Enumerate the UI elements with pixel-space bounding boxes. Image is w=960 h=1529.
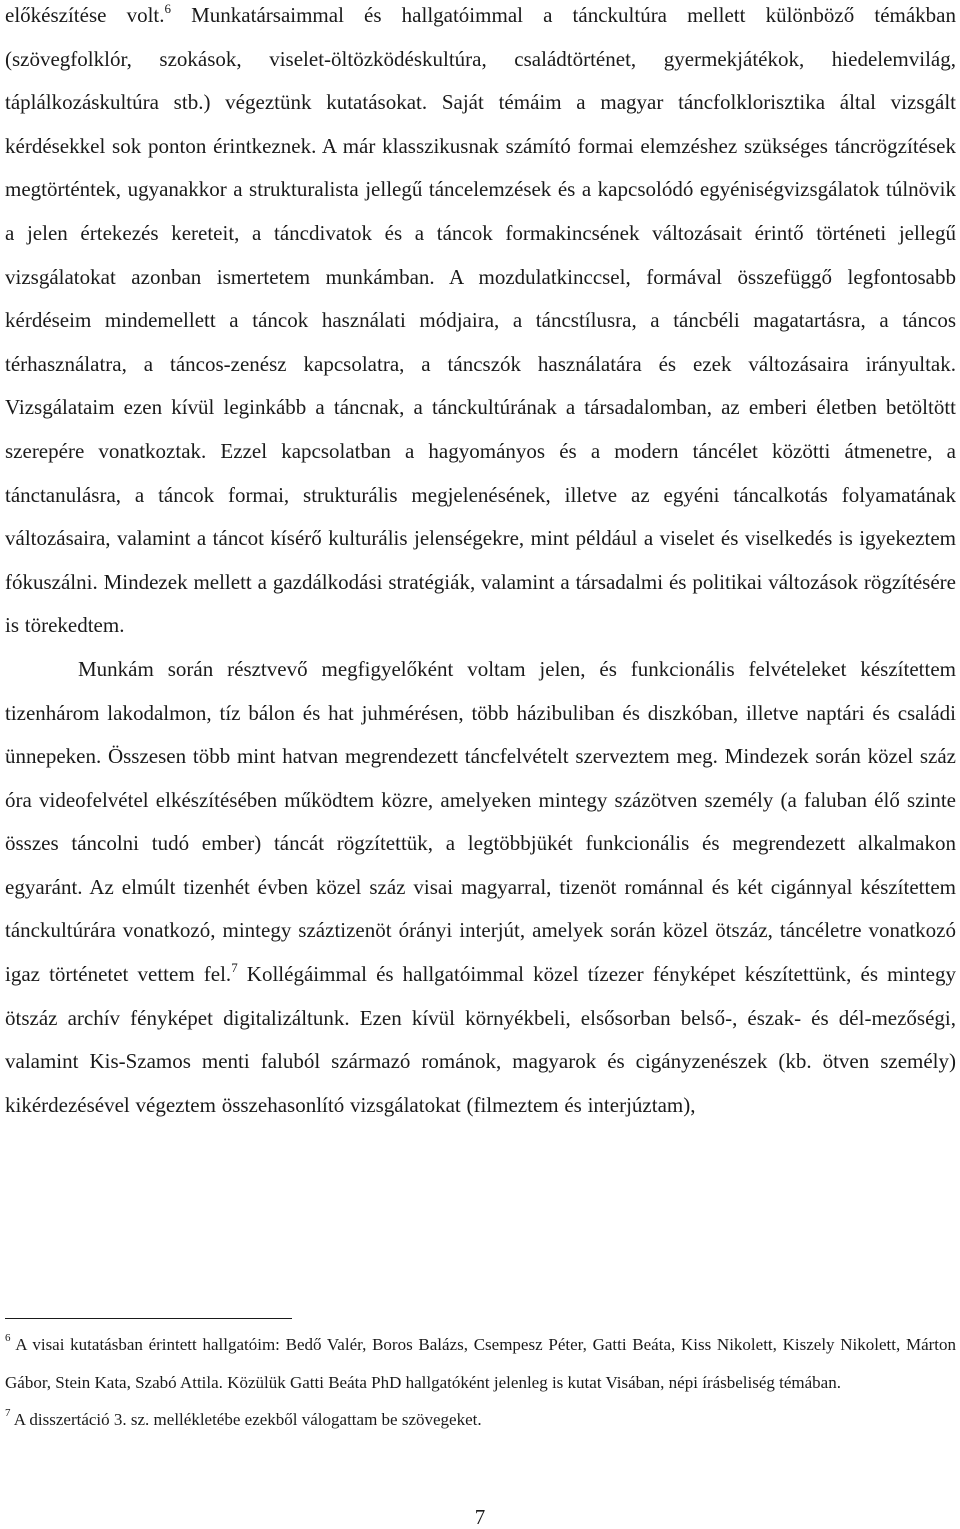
footnote-7 xyxy=(5,1401,956,1439)
footnote-separator xyxy=(5,1318,292,1319)
paragraph-text: Munkatársaimmal és hallgatóimmal a tánckultúra mellett különböző témákban (szövegfolklór, szokások, viselet-öltözködéskultúra, családtörténet, gyermekjátékok, hiedelemvilág, táplálkozáskultúra stb.) végeztünk kutatásokat. Saját témáim a magyar táncfolklorisztika által vizsgált kérdésekkel sok ponton érintkeznek. A már klasszikusnak számító formai elemzéshez szükséges táncrögzítések megtörténtek, ugyanakkor a strukturalista jellegű táncelemzések és a kapcsolódó egyéniségvizsgálatok túlnövik a jelen értekezés kereteit, a táncdivatok és a táncok formakincsének változásait érintő történeti jellegű vizsgálatokat azonban ismertetem munkámban. A mozdulatkinccsel, formával összefüggő legfontosabb kérdéseim mindemellett a táncok használati módjaira, a táncstílusra, a táncbéli magatartásra, a táncos térhasználatra, a táncos-zenész kapcsolatra, a táncszók használatára és ezek változásaira irányultak. Vizsgálataim ezen kívül leginkább a táncnak, a tánckultúrának a társadalomban, az emberi életben betöltött szerepére vonatkoztak. Ezzel kapcsolatban a hagyományos és a modern táncélet közötti átmenetre, a tánctanulásra, a táncok formai, strukturális megjelenésének, illetve az egyéni táncalkotás folyamatának változásaira, valamint a táncot kísérő kulturális jelenségekre, mint például a viselet és viselkedés is igyekeztem fókuszálni. Mindezek mellett a gazdálkodási stratégiák, valamint a társadalmi és politikai változások rögzítésére is törekedtem. xyxy=(5,3,956,638)
footnote-text: A disszertáció 3. sz. mellékletébe ezekből válogattam be szövegeket. xyxy=(10,1410,482,1429)
paragraph-text: Munkám során résztvevő megfigyelőként voltam jelen, és funkcionális felvételeket készítettem tizenhárom lakodalmon, tíz bálon és hat juhmérésen, több házibuliban és diszkóban, illetve naptári és családi ünnepeken. Összesen több mint hatvan megrendezett táncfelvételt szerveztem meg. Mindezek során közel száz óra videofelvétel elkészítésében működtem közre, amelyeken mintegy százötven személy (a faluban élő szinte összes táncolni tudó ember) táncát rögzítettük, a legtöbbjükét funkcionális és megrendezett alkalmakon egyaránt. Az elmúlt tizenhét évben közel száz visai magyarral, tizenöt románnal és két cigánnyal készítettem tánckultúrára vonatkozó, mintegy száztizenöt órányi interjút, amelyek során közel ötszáz, táncéletre vonatkozó igaz történetet vettem fel. xyxy=(5,656,956,987)
footnote-reference-6[interactable]: 6 xyxy=(164,1,171,16)
footnotes-section xyxy=(5,1326,956,1439)
body-paragraph-2 xyxy=(5,648,956,1128)
footnote-reference-7[interactable]: 7 xyxy=(231,960,238,976)
page-number: 7 xyxy=(474,1505,486,1529)
body-paragraph-1 xyxy=(5,0,956,648)
paragraph-text: előkészítése volt. xyxy=(5,3,165,27)
footnote-6 xyxy=(5,1326,956,1401)
footnote-mark: 7 xyxy=(5,1407,11,1420)
paragraph-text: Kollégáimmal és hallgatóimmal közel tízezer fényképet készítettünk, és mintegy ötszáz archív fényképet digitalizáltunk. Ezen kívül környékbeli, elsősorban belső-, észak- és dél-mezőségi, valamint Kis-Szamos menti faluból származó románok, magyarok és cigányzenészek (kb. ötven személy) kikérdezésével végeztem összehasonlító vizsgálatokat (filmeztem és interjúztam), xyxy=(5,962,956,1117)
document-page xyxy=(5,0,956,1127)
footnote-text: A visai kutatásban érintett hallgatóim: Bedő Valér, Boros Balázs, Csempesz Péter, Gatti Beáta, Kiss Nikolett, Kiszely Nikolett, Márton Gábor, Stein Kata, Szabó Attila. Közülük Gatti Beáta PhD hallgatóként jelenleg is kutat Visában, népi írásbeliség témában. xyxy=(5,1335,956,1392)
footnote-mark: 6 xyxy=(5,1332,11,1345)
